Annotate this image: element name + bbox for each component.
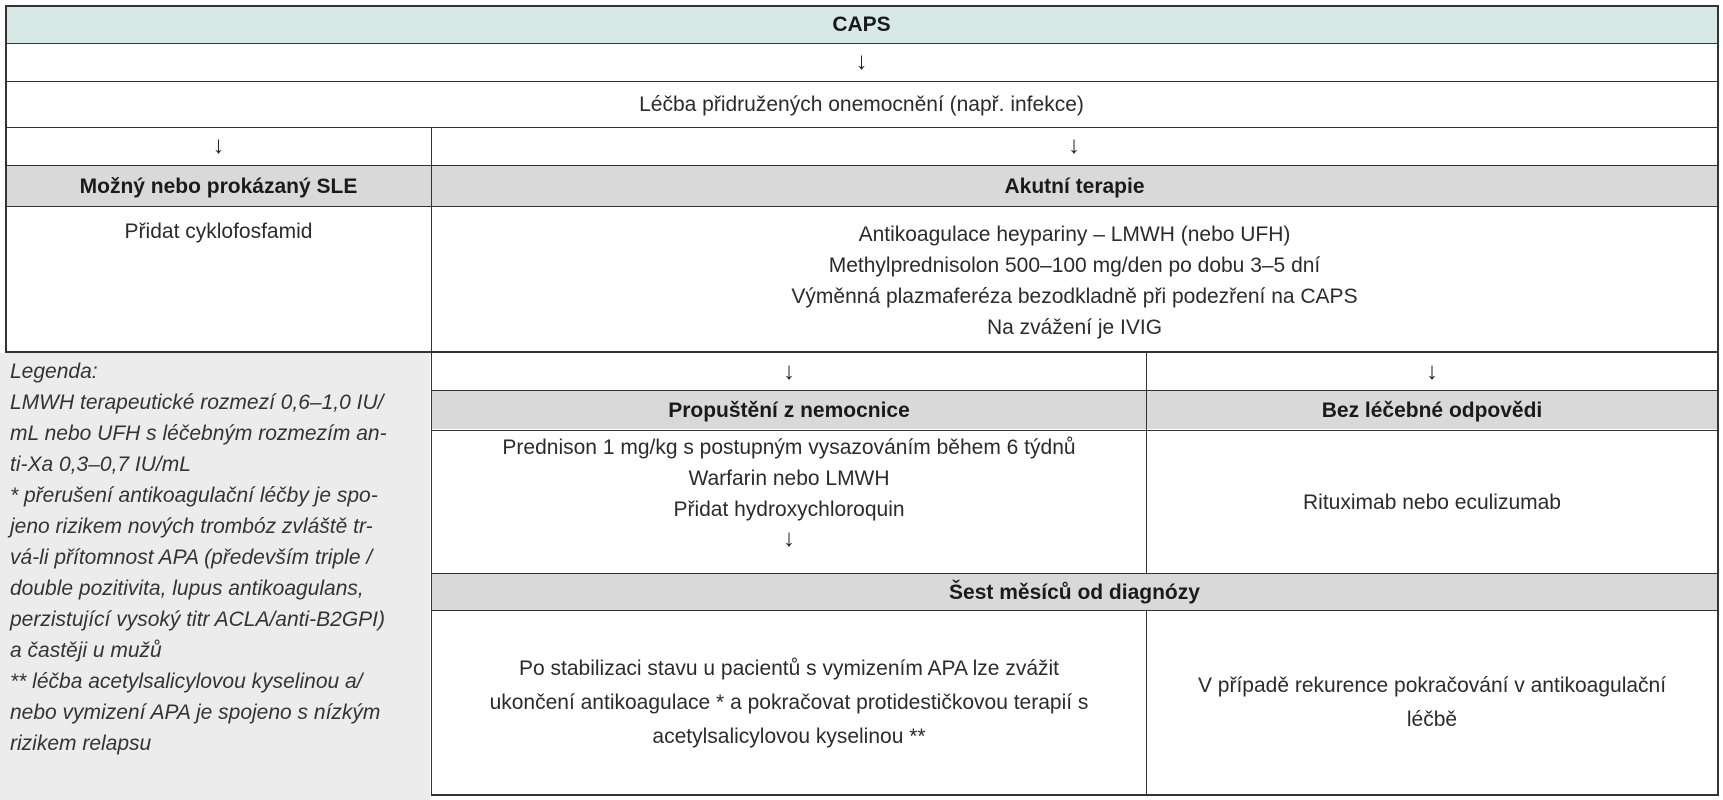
sle-treatment bbox=[6, 206, 431, 351]
sixmonths-right-line: léčbě bbox=[1406, 707, 1458, 731]
sixmonths-left-content bbox=[432, 611, 1146, 794]
sixmonths-left-line: ukončení antikoagulace * a pokračovat protidestičkovou terapií s bbox=[489, 690, 1089, 714]
legend-line: double pozitivita, lupus antikoagulans, bbox=[10, 577, 364, 600]
sixmonths-heading: Šest měsíců od diagnózy bbox=[432, 573, 1717, 611]
border-line bbox=[1717, 5, 1719, 796]
legend-line: LMWH terapeutické rozmezí 0,6–1,0 IU/ bbox=[10, 391, 384, 414]
flow-arrow-discharge bbox=[432, 353, 1146, 390]
arrow-down-icon: ↓ bbox=[212, 131, 225, 159]
flow-arrow-noresponse bbox=[1147, 353, 1717, 390]
legend-line: * přerušení antikoagulační léčby je spo- bbox=[10, 484, 378, 507]
legend-line: vá-li přítomnost APA (především triple / bbox=[10, 546, 373, 569]
arrow-down-icon: ↓ bbox=[783, 357, 795, 385]
acute-line: Výměnná plazmaferéza bezodkladně při podezření na CAPS bbox=[791, 284, 1358, 308]
border-line bbox=[5, 127, 1718, 128]
discharge-heading: Propuštění z nemocnice bbox=[432, 391, 1146, 429]
legend-line: ** léčba acetylsalicylovou kyselinou a/ bbox=[10, 670, 363, 693]
sixmonths-right-content bbox=[1147, 611, 1717, 794]
acute-therapy-content bbox=[432, 206, 1717, 351]
discharge-line: Warfarin nebo LMWH bbox=[688, 467, 890, 490]
border-line bbox=[431, 794, 1718, 796]
sle-treatment-text: Přidat cyklofosfamid bbox=[124, 220, 313, 243]
caps-header bbox=[6, 6, 1717, 43]
acute-line: Antikoagulace heypariny – LMWH (nebo UFH) bbox=[858, 222, 1291, 246]
border-line bbox=[5, 81, 1718, 82]
legend-line: a častěji u mužů bbox=[10, 639, 162, 662]
sixmonths-right-line: V případě rekurence pokračování v antikoagulační bbox=[1197, 673, 1667, 697]
acute-line: Na zvážení je IVIG bbox=[986, 315, 1163, 339]
border-line bbox=[431, 390, 1718, 391]
sixmonths-left-line: Po stabilizaci stavu u pacientů s vymizením APA lze zvážit bbox=[518, 656, 1059, 680]
arrow-down-icon: ↓ bbox=[1068, 131, 1080, 159]
border-line bbox=[5, 206, 1718, 207]
flow-arrow-1 bbox=[6, 43, 1717, 81]
border-line bbox=[431, 430, 1718, 431]
border-line bbox=[5, 5, 7, 353]
noresponse-heading: Bez léčebné odpovědi bbox=[1147, 391, 1717, 429]
arrow-down-icon: ↓ bbox=[855, 48, 868, 75]
legend-panel bbox=[0, 353, 430, 800]
border-line bbox=[5, 43, 1718, 44]
legend-line: Legenda: bbox=[10, 360, 98, 383]
border-line bbox=[431, 127, 432, 796]
sle-heading: Možný nebo prokázaný SLE bbox=[6, 166, 431, 206]
legend-line: rizikem relapsu bbox=[10, 732, 152, 755]
legend-line: mL nebo UFH s léčebným rozmezím an- bbox=[10, 422, 387, 445]
discharge-line: Prednison 1 mg/kg s postupným vysazováním během 6 týdnů bbox=[502, 436, 1076, 459]
arrow-down-icon: ↓ bbox=[783, 525, 795, 552]
legend-line: ti-Xa 0,3–0,7 IU/mL bbox=[10, 453, 191, 476]
border-line bbox=[431, 573, 1718, 574]
associated-diseases-text: Léčba přidružených onemocnění (např. infekce) bbox=[639, 92, 1084, 116]
border-line bbox=[431, 610, 1718, 611]
border-line bbox=[5, 165, 1718, 166]
flow-arrow-acute bbox=[431, 127, 1717, 164]
flow-arrow-sle bbox=[6, 127, 431, 164]
discharge-line: Přidat hydroxychloroquin bbox=[673, 498, 905, 521]
legend-line: perzistující vysoký titr ACLA/anti-B2GPI) bbox=[10, 608, 385, 631]
arrow-down-icon: ↓ bbox=[1426, 357, 1438, 385]
border-line bbox=[5, 5, 1718, 7]
border-line bbox=[5, 351, 1718, 353]
acute-therapy-heading: Akutní terapie bbox=[432, 166, 1717, 206]
sixmonths-left-line: acetylsalicylovou kyselinou ** bbox=[652, 724, 926, 748]
associated-diseases-step bbox=[6, 81, 1717, 127]
legend-line: jeno rizikem nových trombóz zvláště tr- bbox=[10, 515, 373, 538]
border-line bbox=[1146, 353, 1147, 574]
discharge-content bbox=[432, 431, 1146, 573]
noresponse-content bbox=[1147, 431, 1717, 573]
legend-line: nebo vymizení APA je spojeno s nízkým bbox=[10, 701, 381, 724]
noresponse-text: Rituximab nebo eculizumab bbox=[1303, 490, 1561, 514]
border-line bbox=[1146, 610, 1147, 795]
acute-line: Methylprednisolon 500–100 mg/den po dobu 3–5 dní bbox=[828, 253, 1321, 277]
caps-title: CAPS bbox=[832, 13, 891, 36]
